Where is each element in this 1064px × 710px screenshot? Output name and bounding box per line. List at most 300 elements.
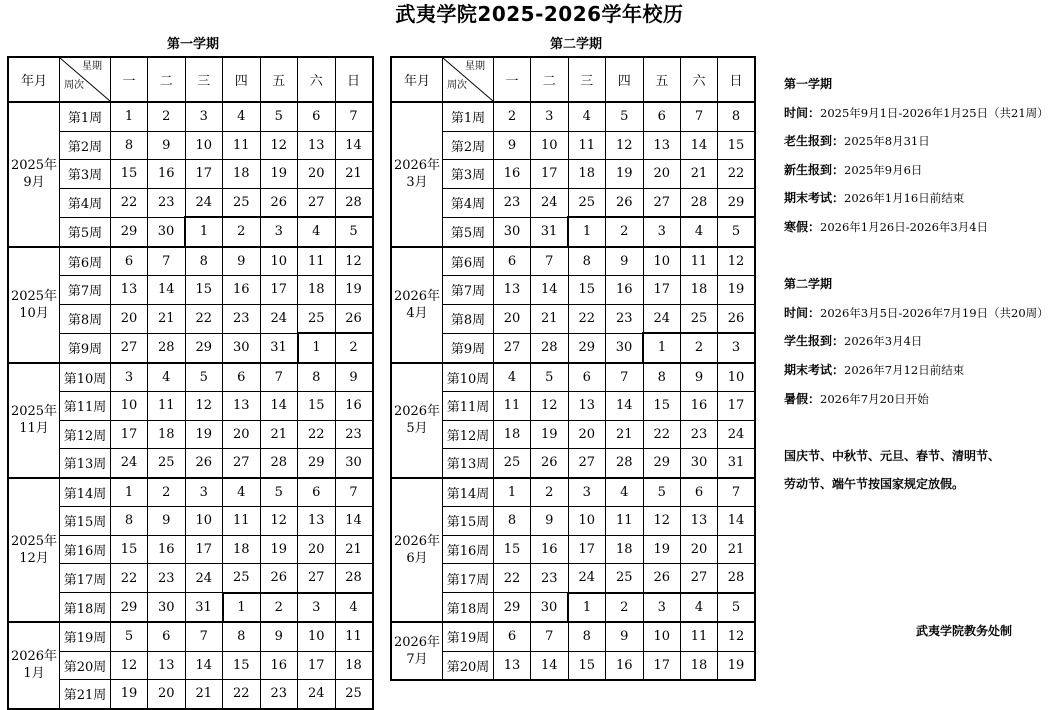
day-cell: 18: [223, 535, 261, 564]
day-cell: 4: [606, 478, 644, 507]
day-cell: 23: [681, 420, 718, 449]
day-cell: 30: [606, 333, 644, 363]
day-cell: 26: [531, 449, 569, 478]
day-cell: 26: [335, 304, 373, 333]
day-cell: 6: [298, 102, 336, 131]
day-cell: 25: [494, 449, 531, 478]
weekday-header: 六: [681, 57, 718, 102]
weekday-header: 日: [718, 57, 756, 102]
day-cell: 15: [718, 131, 756, 160]
week-number: 第20周: [60, 651, 111, 680]
week-row: [391, 420, 755, 449]
day-cell: 9: [148, 507, 186, 536]
day-cell: 21: [681, 160, 718, 189]
day-cell: 10: [298, 622, 336, 651]
day-cell: 23: [148, 188, 186, 217]
day-cell: 13: [643, 131, 681, 160]
week-number: 第8周: [443, 304, 494, 333]
week-row: [8, 564, 373, 593]
day-cell: 25: [606, 564, 644, 593]
day-cell: 11: [568, 131, 606, 160]
semester-1-info-returning-registration: 老生报到：2025年8月31日: [784, 134, 930, 149]
week-number: 第14周: [60, 478, 111, 507]
day-cell: 19: [718, 276, 756, 305]
day-cell: 24: [111, 449, 148, 478]
day-cell: 21: [606, 420, 644, 449]
day-cell: 5: [260, 478, 298, 507]
day-cell: 1: [223, 593, 261, 623]
day-cell: 25: [223, 188, 261, 217]
week-number: 第3周: [443, 160, 494, 189]
month-label: 2026年 6月: [391, 478, 443, 623]
week-number: 第17周: [60, 564, 111, 593]
weekday-header: 三: [568, 57, 606, 102]
day-cell: 11: [298, 247, 336, 276]
week-row: [8, 680, 373, 709]
week-axis-label: 周次: [64, 80, 84, 91]
day-cell: 29: [111, 593, 148, 623]
weekday-axis-label: 星期: [82, 61, 102, 72]
day-cell: 22: [568, 304, 606, 333]
week-number: 第6周: [60, 247, 111, 276]
week-number: 第11周: [60, 392, 111, 421]
semester-1-info-new-registration: 新生报到：2025年9月6日: [784, 162, 923, 177]
day-cell: 22: [111, 564, 148, 593]
month-label: 2026年 7月: [391, 622, 443, 680]
day-cell: 14: [335, 131, 373, 160]
day-cell: 7: [185, 622, 223, 651]
day-cell: 27: [223, 449, 261, 478]
day-cell: 16: [494, 160, 531, 189]
day-cell: 5: [111, 622, 148, 651]
day-cell: 18: [335, 651, 373, 680]
day-cell: 7: [335, 102, 373, 131]
day-cell: 29: [718, 188, 756, 217]
day-cell: 19: [260, 160, 298, 189]
week-row: [8, 593, 373, 623]
week-row: [391, 102, 755, 131]
weekday-header: 三: [185, 57, 223, 102]
week-number: 第19周: [60, 622, 111, 651]
day-cell: 16: [260, 651, 298, 680]
day-cell: 29: [185, 333, 223, 363]
day-cell: 20: [298, 535, 336, 564]
day-cell: 16: [606, 651, 644, 680]
day-cell: 24: [185, 564, 223, 593]
week-number: 第15周: [443, 507, 494, 536]
day-cell: 10: [643, 622, 681, 651]
day-cell: 9: [223, 247, 261, 276]
week-number: 第21周: [60, 680, 111, 709]
day-cell: 6: [643, 102, 681, 131]
day-cell: 2: [681, 333, 718, 363]
day-cell: 30: [148, 593, 186, 623]
day-cell: 22: [185, 304, 223, 333]
day-cell: 4: [298, 217, 336, 247]
day-cell: 23: [148, 564, 186, 593]
day-cell: 15: [298, 392, 336, 421]
week-row: [8, 392, 373, 421]
semester-1-info-final-exam: 期末考试：2026年1月16日前结束: [784, 191, 965, 206]
day-cell: 20: [681, 535, 718, 564]
day-cell: 26: [185, 449, 223, 478]
day-cell: 19: [111, 680, 148, 709]
day-cell: 12: [260, 507, 298, 536]
semester-2-info-time: 时间：2026年3月5日-2026年7月19日（共20周）: [784, 305, 1049, 320]
day-cell: 16: [606, 276, 644, 305]
day-cell: 24: [718, 420, 756, 449]
day-cell: 17: [531, 160, 569, 189]
day-cell: 14: [185, 651, 223, 680]
week-number: 第2周: [443, 131, 494, 160]
day-cell: 26: [606, 188, 644, 217]
month-column-header: 年月: [8, 57, 60, 102]
day-cell: 2: [223, 217, 261, 247]
day-cell: 27: [568, 449, 606, 478]
day-cell: 9: [531, 507, 569, 536]
week-number: 第12周: [60, 420, 111, 449]
month-label: 2026年 5月: [391, 363, 443, 478]
day-cell: 3: [568, 478, 606, 507]
week-row: [391, 478, 755, 507]
day-cell: 18: [494, 420, 531, 449]
week-row: [391, 247, 755, 276]
day-cell: 1: [494, 478, 531, 507]
day-cell: 23: [223, 304, 261, 333]
day-cell: 5: [643, 478, 681, 507]
day-cell: 30: [494, 217, 531, 247]
day-cell: 17: [185, 160, 223, 189]
week-row: [8, 420, 373, 449]
day-cell: 8: [643, 363, 681, 392]
day-cell: 26: [643, 564, 681, 593]
weekday-header: 一: [111, 57, 148, 102]
day-cell: 8: [568, 247, 606, 276]
day-cell: 24: [185, 188, 223, 217]
week-number: 第15周: [60, 507, 111, 536]
day-cell: 13: [148, 651, 186, 680]
day-cell: 8: [718, 102, 756, 131]
day-cell: 21: [148, 304, 186, 333]
day-cell: 8: [111, 131, 148, 160]
day-cell: 24: [568, 564, 606, 593]
day-cell: 18: [681, 651, 718, 680]
day-cell: 2: [260, 593, 298, 623]
day-cell: 24: [531, 188, 569, 217]
week-row: [391, 535, 755, 564]
day-cell: 17: [185, 535, 223, 564]
month-label: 2025年 12月: [8, 478, 60, 623]
day-cell: 25: [335, 680, 373, 709]
day-cell: 15: [494, 535, 531, 564]
week-row: [8, 507, 373, 536]
day-cell: 15: [185, 276, 223, 305]
day-cell: 6: [223, 363, 261, 392]
week-number: 第20周: [443, 651, 494, 680]
week-row: [391, 217, 755, 247]
day-cell: 29: [494, 593, 531, 623]
day-cell: 12: [643, 507, 681, 536]
day-cell: 19: [606, 160, 644, 189]
week-row: [391, 160, 755, 189]
day-cell: 7: [335, 478, 373, 507]
day-cell: 25: [223, 564, 261, 593]
month-label: 2025年 9月: [8, 102, 60, 247]
day-cell: 17: [643, 651, 681, 680]
day-cell: 20: [298, 160, 336, 189]
day-cell: 28: [681, 188, 718, 217]
day-cell: 5: [335, 217, 373, 247]
week-number: 第16周: [443, 535, 494, 564]
day-cell: 23: [494, 188, 531, 217]
issuer-signature: 武夷学院教务处制: [916, 624, 1013, 638]
week-row: [8, 304, 373, 333]
week-row: [8, 131, 373, 160]
day-cell: 5: [185, 363, 223, 392]
day-cell: 12: [531, 392, 569, 421]
day-cell: 26: [260, 188, 298, 217]
day-cell: 7: [718, 478, 756, 507]
month-label: 2026年 1月: [8, 622, 60, 709]
day-cell: 28: [260, 449, 298, 478]
day-cell: 25: [681, 304, 718, 333]
day-cell: 13: [568, 392, 606, 421]
day-cell: 10: [568, 507, 606, 536]
week-number: 第6周: [443, 247, 494, 276]
day-cell: 7: [681, 102, 718, 131]
day-cell: 8: [298, 363, 336, 392]
day-cell: 10: [643, 247, 681, 276]
day-cell: 15: [568, 276, 606, 305]
day-cell: 26: [260, 564, 298, 593]
day-cell: 17: [260, 276, 298, 305]
day-cell: 30: [531, 593, 569, 623]
week-number: 第18周: [443, 593, 494, 623]
day-cell: 15: [111, 535, 148, 564]
semester-info-panel: [784, 70, 1064, 499]
week-number: 第1周: [443, 102, 494, 131]
day-cell: 1: [185, 217, 223, 247]
day-cell: 13: [494, 651, 531, 680]
day-cell: 11: [223, 131, 261, 160]
week-number: 第2周: [60, 131, 111, 160]
week-weekday-diagonal-header: [60, 57, 111, 102]
semester-1-title: 第一学期: [166, 37, 219, 52]
semester-2-info-registration: 学生报到：2026年3月4日: [784, 334, 923, 349]
holiday-note-line-1: 国庆节、中秋节、元旦、春节、清明节、: [784, 448, 1001, 463]
day-cell: 3: [260, 217, 298, 247]
day-cell: 4: [148, 363, 186, 392]
day-cell: 9: [260, 622, 298, 651]
week-row: [391, 449, 755, 478]
day-cell: 18: [681, 276, 718, 305]
day-cell: 3: [111, 363, 148, 392]
semester-2-info-heading: 第二学期: [784, 277, 833, 292]
day-cell: 12: [606, 131, 644, 160]
page-title: 武夷学院2025-2026学年校历: [395, 2, 684, 26]
day-cell: 2: [606, 217, 644, 247]
day-cell: 14: [148, 276, 186, 305]
semester-2-calendar-table: [390, 56, 756, 681]
day-cell: 14: [606, 392, 644, 421]
week-number: 第10周: [443, 363, 494, 392]
month-label: 2025年 10月: [8, 247, 60, 363]
day-cell: 5: [606, 102, 644, 131]
day-cell: 3: [531, 102, 569, 131]
day-cell: 22: [298, 420, 336, 449]
holiday-note-line-2: 劳动节、端午节按国家规定放假。: [784, 477, 965, 492]
week-row: [391, 304, 755, 333]
day-cell: 23: [606, 304, 644, 333]
day-cell: 10: [260, 247, 298, 276]
day-cell: 21: [531, 304, 569, 333]
day-cell: 29: [643, 449, 681, 478]
week-weekday-diagonal-header: [443, 57, 494, 102]
day-cell: 18: [568, 160, 606, 189]
day-cell: 6: [298, 478, 336, 507]
week-row: [391, 131, 755, 160]
day-cell: 3: [185, 102, 223, 131]
day-cell: 12: [111, 651, 148, 680]
day-cell: 27: [494, 333, 531, 363]
day-cell: 14: [681, 131, 718, 160]
week-row: [391, 622, 755, 651]
day-cell: 4: [223, 478, 261, 507]
day-cell: 6: [494, 247, 531, 276]
day-cell: 31: [260, 333, 298, 363]
month-label: 2026年 4月: [391, 247, 443, 363]
week-row: [8, 102, 373, 131]
day-cell: 10: [185, 507, 223, 536]
day-cell: 28: [335, 188, 373, 217]
day-cell: 1: [568, 593, 606, 623]
day-cell: 29: [568, 333, 606, 363]
week-row: [391, 276, 755, 305]
day-cell: 28: [148, 333, 186, 363]
day-cell: 22: [223, 680, 261, 709]
day-cell: 29: [111, 217, 148, 247]
week-number: 第10周: [60, 363, 111, 392]
day-cell: 19: [260, 535, 298, 564]
week-row: [8, 276, 373, 305]
week-number: 第5周: [443, 217, 494, 247]
day-cell: 8: [223, 622, 261, 651]
day-cell: 9: [681, 363, 718, 392]
day-cell: 24: [643, 304, 681, 333]
day-cell: 14: [531, 276, 569, 305]
day-cell: 4: [335, 593, 373, 623]
week-number: 第14周: [443, 478, 494, 507]
day-cell: 1: [643, 333, 681, 363]
day-cell: 18: [148, 420, 186, 449]
day-cell: 17: [111, 420, 148, 449]
weekday-axis-label: 星期: [465, 61, 485, 72]
week-number: 第4周: [443, 188, 494, 217]
day-cell: 9: [606, 247, 644, 276]
week-number: 第4周: [60, 188, 111, 217]
day-cell: 22: [643, 420, 681, 449]
day-cell: 6: [111, 247, 148, 276]
day-cell: 8: [111, 507, 148, 536]
day-cell: 6: [681, 478, 718, 507]
month-column-header: 年月: [391, 57, 443, 102]
day-cell: 14: [260, 392, 298, 421]
day-cell: 31: [718, 449, 756, 478]
day-cell: 9: [606, 622, 644, 651]
day-cell: 15: [111, 160, 148, 189]
semester-2-info-final-exam: 期末考试：2026年7月12日前结束: [784, 362, 965, 377]
week-row: [391, 564, 755, 593]
day-cell: 16: [223, 276, 261, 305]
day-cell: 16: [335, 392, 373, 421]
day-cell: 10: [111, 392, 148, 421]
day-cell: 11: [148, 392, 186, 421]
week-number: 第13周: [443, 449, 494, 478]
weekday-header: 四: [223, 57, 261, 102]
week-number: 第3周: [60, 160, 111, 189]
day-cell: 5: [260, 102, 298, 131]
day-cell: 23: [260, 680, 298, 709]
day-cell: 7: [148, 247, 186, 276]
day-cell: 27: [111, 333, 148, 363]
day-cell: 20: [111, 304, 148, 333]
day-cell: 15: [223, 651, 261, 680]
day-cell: 28: [718, 564, 756, 593]
day-cell: 4: [568, 102, 606, 131]
day-cell: 8: [185, 247, 223, 276]
week-row: [8, 478, 373, 507]
day-cell: 28: [531, 333, 569, 363]
day-cell: 3: [643, 593, 681, 623]
day-cell: 27: [298, 188, 336, 217]
day-cell: 15: [643, 392, 681, 421]
day-cell: 3: [185, 478, 223, 507]
day-cell: 13: [111, 276, 148, 305]
weekday-header: 六: [298, 57, 336, 102]
day-cell: 3: [298, 593, 336, 623]
week-number: 第7周: [443, 276, 494, 305]
day-cell: 23: [531, 564, 569, 593]
weekday-header: 四: [606, 57, 644, 102]
week-row: [8, 247, 373, 276]
day-cell: 11: [606, 507, 644, 536]
week-number: 第18周: [60, 593, 111, 623]
day-cell: 25: [298, 304, 336, 333]
day-cell: 12: [260, 131, 298, 160]
day-cell: 12: [718, 622, 756, 651]
day-cell: 25: [568, 188, 606, 217]
day-cell: 7: [531, 247, 569, 276]
week-number: 第1周: [60, 102, 111, 131]
day-cell: 24: [298, 680, 336, 709]
day-cell: 28: [606, 449, 644, 478]
day-cell: 19: [531, 420, 569, 449]
weekday-header: 日: [335, 57, 373, 102]
day-cell: 17: [568, 535, 606, 564]
day-cell: 4: [494, 363, 531, 392]
day-cell: 27: [681, 564, 718, 593]
day-cell: 21: [335, 160, 373, 189]
day-cell: 20: [643, 160, 681, 189]
week-axis-label: 周次: [447, 80, 467, 91]
day-cell: 25: [148, 449, 186, 478]
week-row: [8, 333, 373, 363]
week-number: 第12周: [443, 420, 494, 449]
day-cell: 10: [185, 131, 223, 160]
day-cell: 23: [335, 420, 373, 449]
day-cell: 3: [718, 333, 756, 363]
week-number: 第13周: [60, 449, 111, 478]
